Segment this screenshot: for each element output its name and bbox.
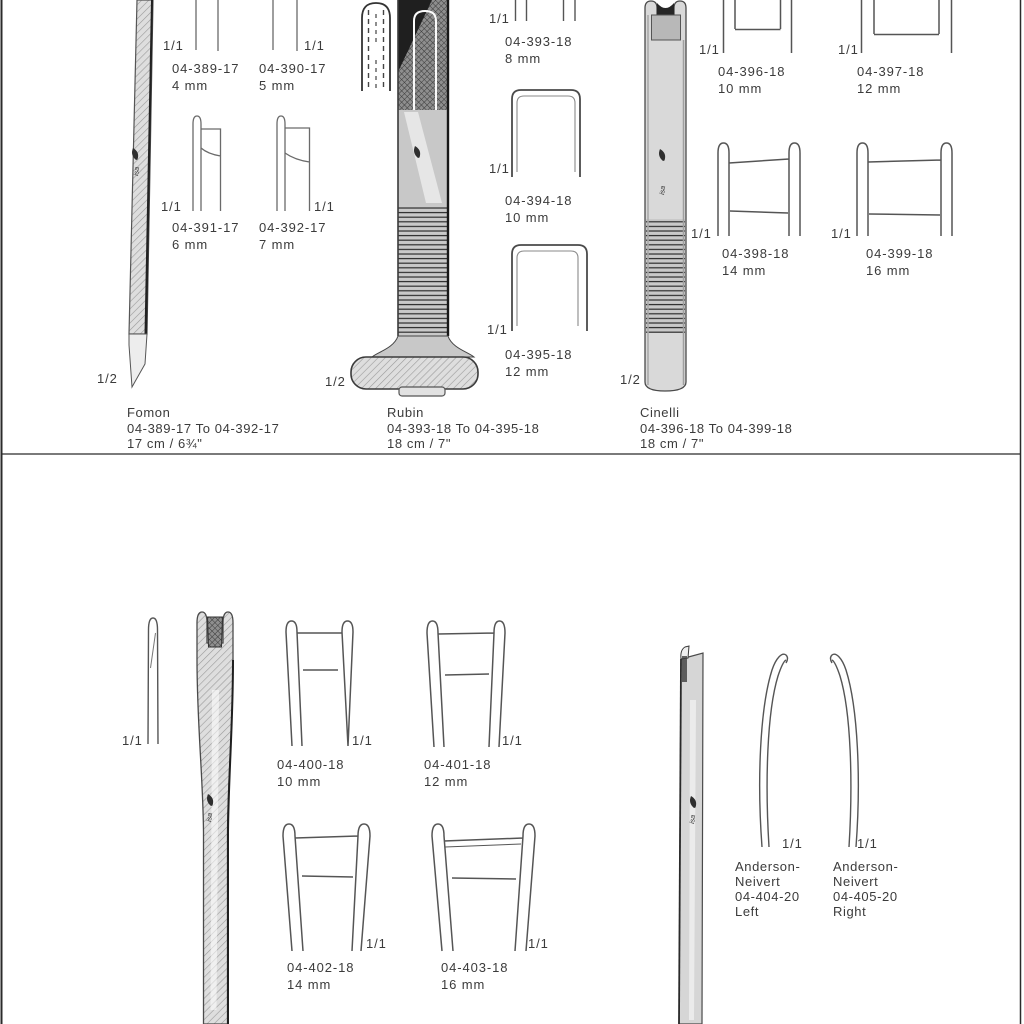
item-size: 10 mm [505,210,550,225]
svg-text:isa: isa [133,166,142,177]
item-size: 7 mm [259,237,296,252]
item-size: 16 mm [441,977,486,992]
item-side: Left [735,904,760,919]
scale-note: 1/1 [161,199,182,214]
group-name: Cinelli [640,405,680,420]
item-code: 04-398-18 [722,246,790,261]
item-size: 14 mm [287,977,332,992]
cinelli-instrument-drawing [645,1,686,391]
scale-note: 1/1 [502,733,523,748]
item-size: 12 mm [857,81,902,96]
scale-note: 1/1 [122,733,143,748]
group-name: Rubin [387,405,424,420]
item-name-line2: Neivert [735,874,781,889]
rubin-instrument-drawing [351,0,478,396]
item-code: 04-405-20 [833,889,898,904]
bottom-instrument-drawing [197,612,233,1024]
scale-note: 1/2 [97,371,118,386]
group-length: 18 cm / 7" [640,436,705,451]
scale-note: 1/1 [489,11,510,26]
item-code: 04-395-18 [505,347,573,362]
item-size: 4 mm [172,78,209,93]
item-code: 04-391-17 [172,220,240,235]
scale-note: 1/1 [528,936,549,951]
scale-note: 1/1 [838,42,859,57]
item-side: Right [833,904,867,919]
item-code: 04-392-17 [259,220,327,235]
item-name-line1: Anderson- [833,859,899,874]
item-size: 10 mm [277,774,322,789]
group-range: 04-389-17 To 04-392-17 [127,421,280,436]
item-code: 04-390-17 [259,61,327,76]
rubin-tip-profile-drawing [362,3,390,91]
item-code: 04-399-18 [866,246,934,261]
fomon-tip-drawings [193,0,310,211]
group-length: 18 cm / 7" [387,436,452,451]
svg-text:isa: isa [659,185,668,196]
item-code: 04-397-18 [857,64,925,79]
anderson-tip-drawings [760,654,859,847]
scale-note: 1/1 [314,199,335,214]
scale-note: 1/1 [691,226,712,241]
scale-note: 1/1 [352,733,373,748]
item-name-line1: Anderson- [735,859,801,874]
scale-note: 1/2 [325,374,346,389]
item-size: 14 mm [722,263,767,278]
item-size: 12 mm [424,774,469,789]
item-name-line2: Neivert [833,874,879,889]
item-code: 04-401-18 [424,757,492,772]
group-range: 04-393-18 To 04-395-18 [387,421,540,436]
item-size: 6 mm [172,237,209,252]
fomon-instrument-drawing [129,0,153,387]
scale-note: 1/1 [304,38,325,53]
item-code: 04-402-18 [287,960,355,975]
item-code: 04-389-17 [172,61,240,76]
scale-note: 1/1 [857,836,878,851]
item-size: 16 mm [866,263,911,278]
cinelli-tip-drawings [718,0,952,236]
item-code: 04-393-18 [505,34,573,49]
scale-note: 1/1 [782,836,803,851]
item-size: 5 mm [259,78,296,93]
item-code: 04-404-20 [735,889,800,904]
svg-text:isa: isa [689,814,698,825]
item-code: 04-400-18 [277,757,345,772]
group-range: 04-396-18 To 04-399-18 [640,421,793,436]
rubin-tip-drawings [512,0,587,331]
group-length: 17 cm / 6¾" [127,436,203,451]
scale-note: 1/1 [831,226,852,241]
svg-text:isa: isa [206,812,215,823]
bottom-tip-profile-drawing [148,618,158,744]
scale-note: 1/2 [620,372,641,387]
scale-note: 1/1 [163,38,184,53]
scale-note: 1/1 [699,42,720,57]
anderson-instrument-drawing [679,646,703,1024]
group-name: Fomon [127,405,171,420]
item-code: 04-403-18 [441,960,509,975]
item-size: 12 mm [505,364,550,379]
scale-note: 1/1 [487,322,508,337]
item-code: 04-396-18 [718,64,786,79]
item-code: 04-394-18 [505,193,573,208]
scale-note: 1/1 [366,936,387,951]
item-size: 8 mm [505,51,542,66]
scale-note: 1/1 [489,161,510,176]
item-size: 10 mm [718,81,763,96]
